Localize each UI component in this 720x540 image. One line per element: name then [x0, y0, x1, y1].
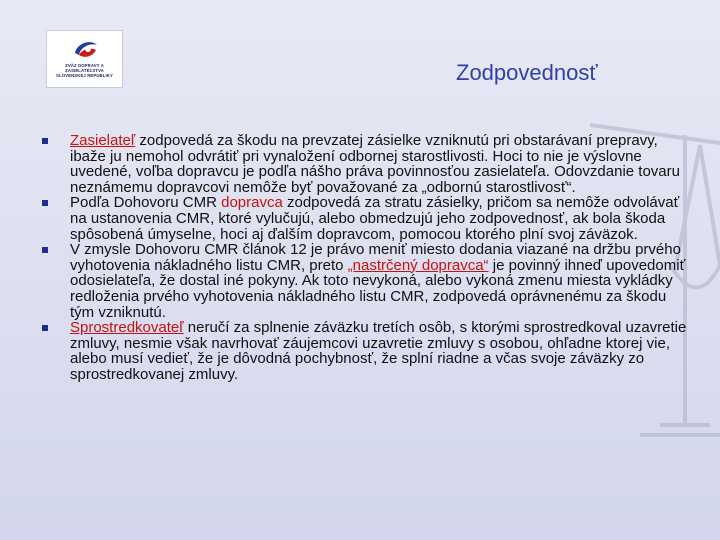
paragraph-text: zodpovedá za stratu zásielky, pričom sa nemôže odvolávať na ustanovenia CMR, ktoré vylučujú, alebo obmedzujú jeho zodpovednosť, ak bola škoda spôsobená úmyselne, hoci aj ďalším dopravcom, pomocou ktorého plní svoj záväzok.	[70, 194, 680, 243]
logo-text: ZVÄZ DOPRAVY A ZASIELATEĽSTVA SLOVENSKEJ REPUBLIKY	[56, 63, 113, 78]
paragraph-text: zodpovedá za škodu na prevzatej zásielke vzniknutú pri obstarávaní prepravy, ibaže ju nemohol odvrátiť pri vynaložení odbornej starostlivosti. Hoci to nie je výslovne uvedené, voľba dopravcu je podľa nášho práva povinnosťou zasielateľa. Odovzdanie tovaru neznámemu dopravcovi nemôže byť považované za „odbornú starostlivosť“.	[70, 132, 680, 196]
slide-title: Zodpovednosť	[456, 60, 598, 85]
list-item	[42, 320, 692, 382]
highlight-term: Sprostredkovateľ	[70, 319, 184, 337]
bullet-square-icon	[42, 200, 48, 206]
bullet-square-icon	[42, 247, 48, 253]
paragraph-text: neručí za splnenie záväzku tretích osôb, s ktorými sprostredkoval uzavretie zmluvy, nesmie však navrhovať záujemcovi uzavretie zmluvy s osobou, ohľadne ktorej vie, alebo musí vedieť, že je dôvodná pochybnosť, že splní riadne a včas svoje záväzky zo sprostredkovanej zmluvy.	[70, 319, 687, 383]
organization-logo	[47, 31, 122, 87]
highlight-term: Zasielateľ	[70, 132, 136, 149]
bullet-square-icon	[42, 138, 48, 144]
highlight-term: dopravca	[221, 194, 283, 212]
paragraph-text: V zmysle Dohovoru CMR článok 12 je právo meniť miesto dodania viazané na držbu prvého vyhotovenia nákladného listu CMR, preto	[70, 241, 681, 274]
paragraph-text: je povinný ihneď upovedomiť odosielateľa, že dostal iné pokyny. Ak toto nevykoná, alebo vykoná zmenu miesta vykládky redloženia prvého vyhotovenia nákladného listu CMR, zodpovedá oprávnenému za škodu tým vzniknutú.	[70, 256, 686, 321]
paragraph-text: Podľa Dohovoru CMR	[70, 194, 222, 212]
list-item	[42, 242, 692, 320]
logo-emblem-icon	[69, 37, 101, 61]
content-list	[42, 133, 692, 383]
list-item	[42, 133, 692, 195]
list-item	[42, 195, 692, 242]
highlight-term: „nastrčený dopravca“	[347, 256, 489, 274]
bullet-square-icon	[42, 325, 48, 331]
